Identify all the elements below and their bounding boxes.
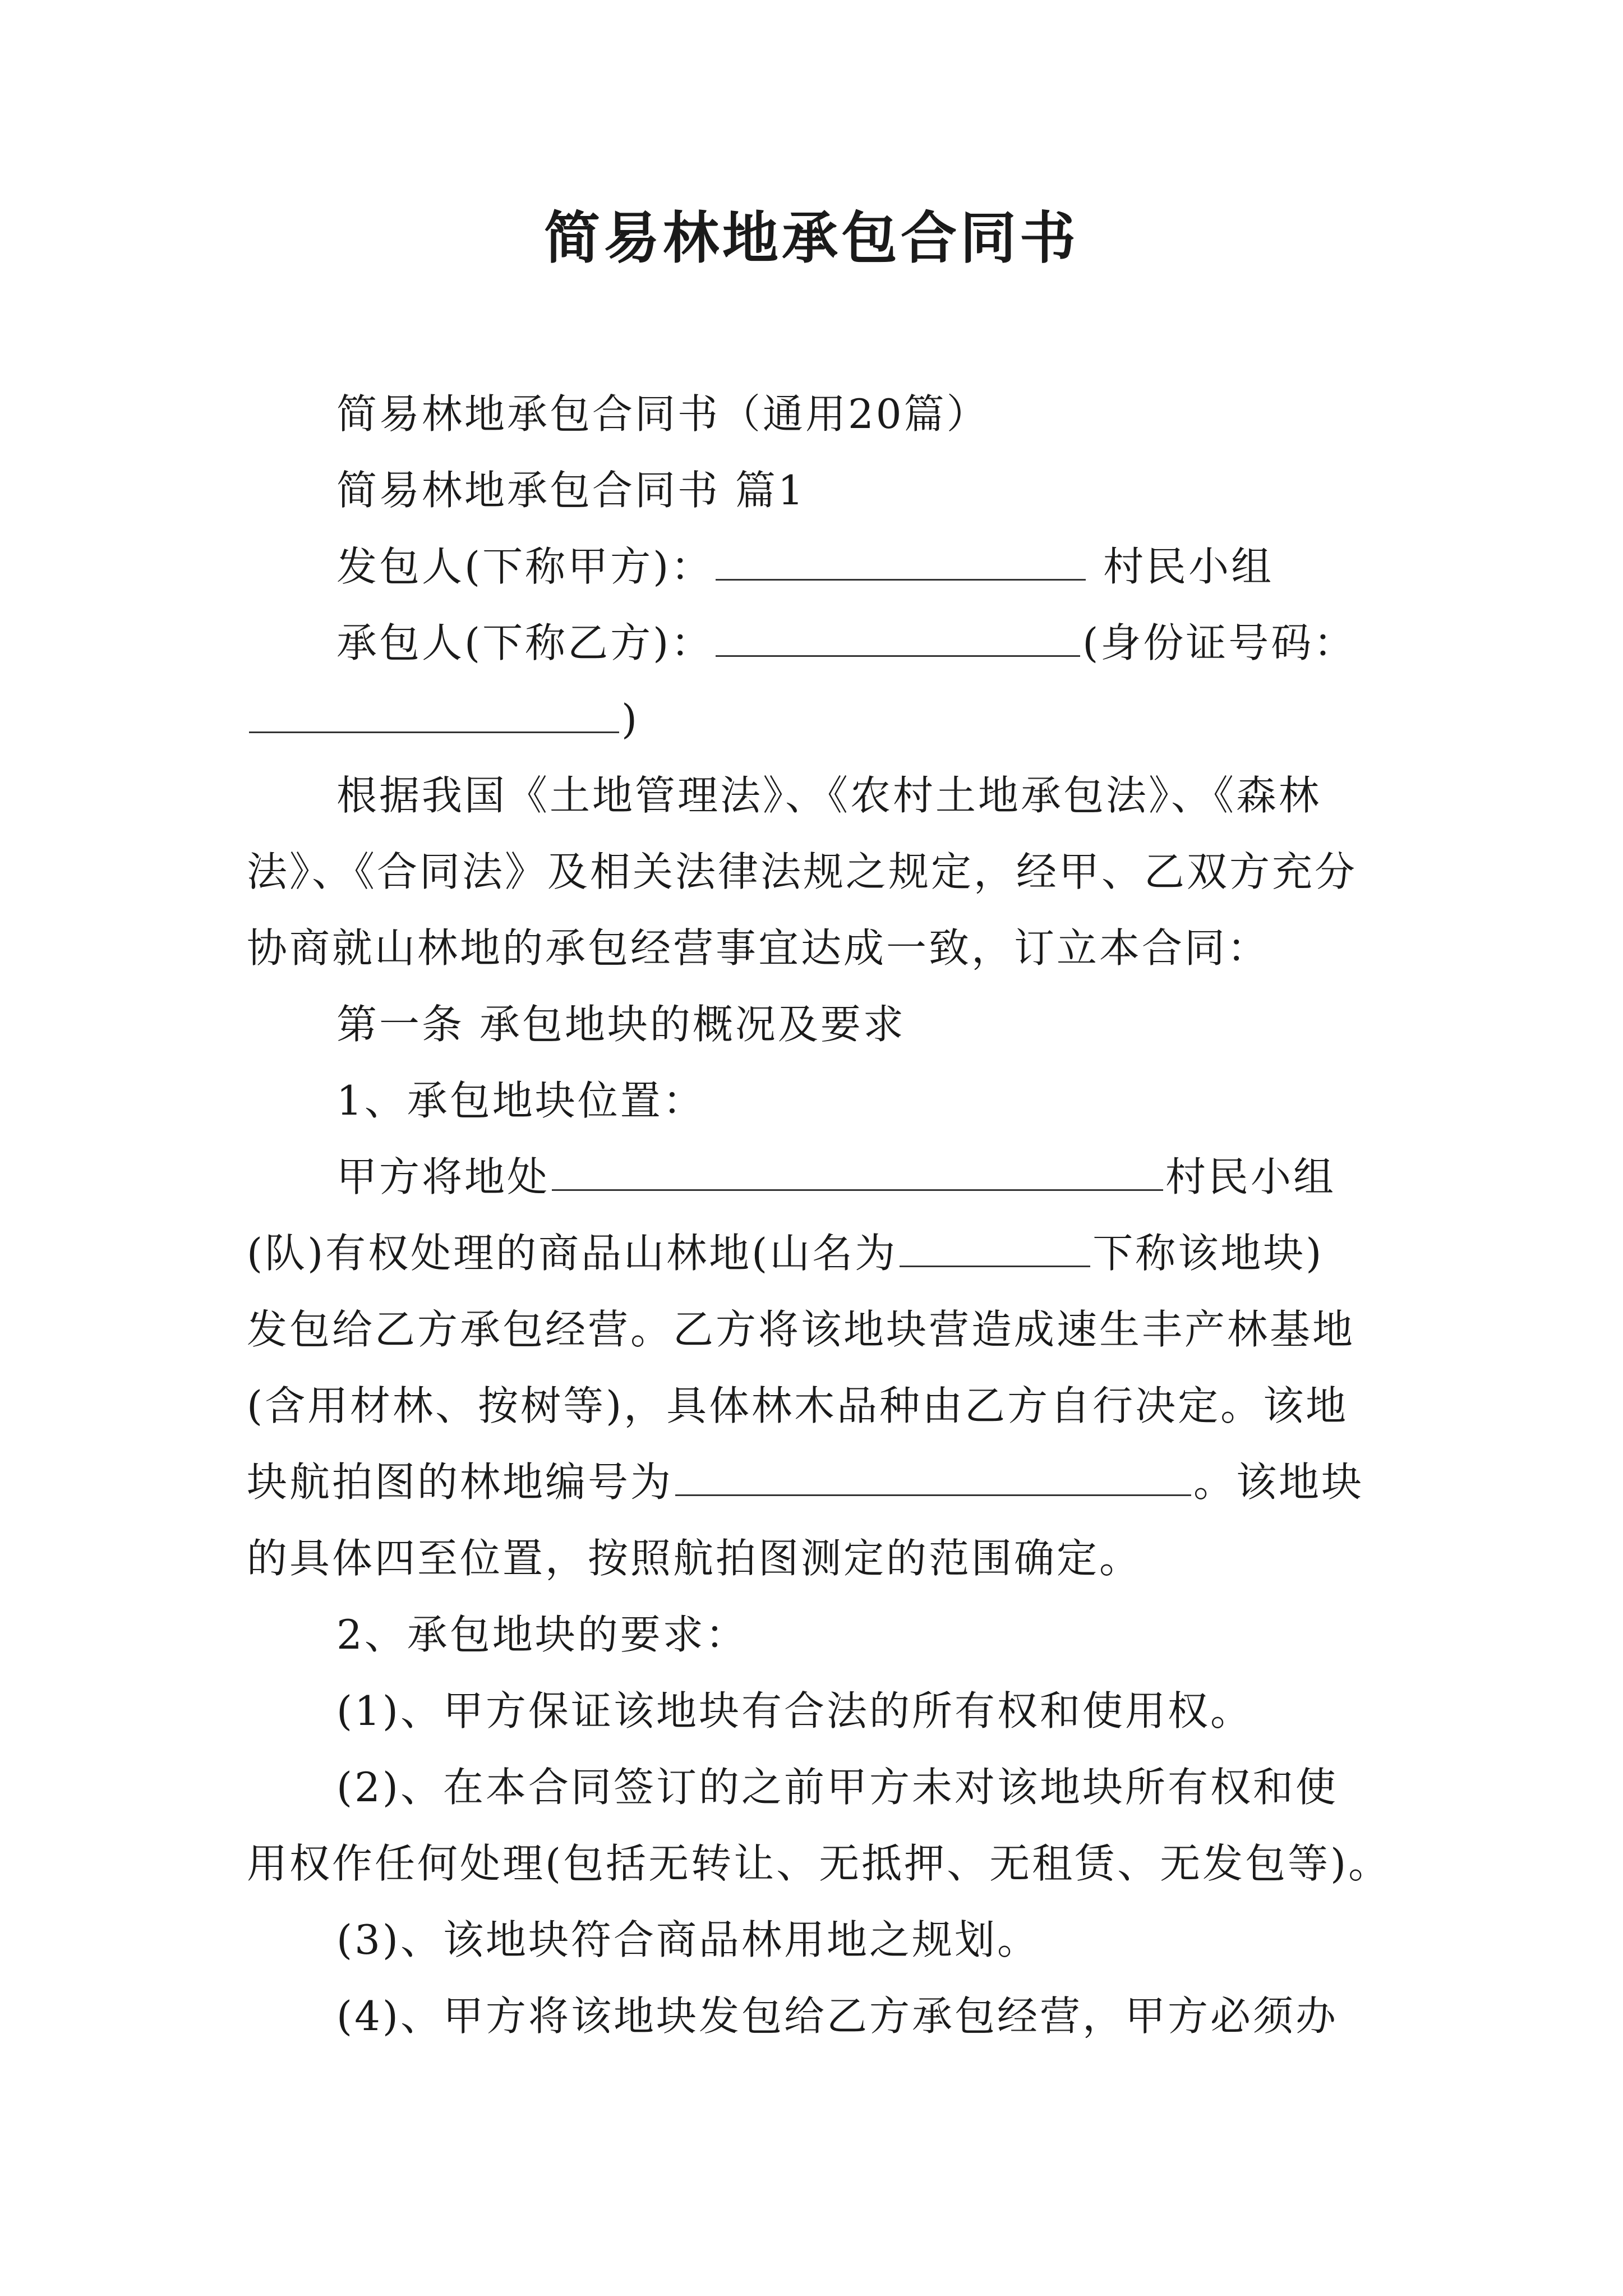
item1-heading: 1、承包地块位置： [336,1077,706,1124]
location-line-6: 的具体四至位置，按照航拍图测定的范围确定。 [247,1535,1142,1582]
location-line-3: 发包给乙方承包经营。乙方将该地块营造成速生丰产林基地 [247,1306,1355,1353]
location-part3: (队)有权处理的商品山林地(山名为 [247,1230,898,1277]
preamble-line-3: 协商就山林地的承包经营事宜达成一致，订立本合同： [247,924,1270,972]
document-title: 简易林地承包合同书 [544,205,1079,271]
preamble-line-2: 法》、《合同法》及相关法律法规之规定，经甲、乙双方充分 [247,848,1358,895]
location-line-4: (含用材林、按树等)，具体林木品种由乙方自行决定。该地 [247,1382,1349,1429]
party-a-blank [716,545,1086,581]
party-b-id-line [247,692,639,746]
location-line-5 [247,1455,1364,1509]
forest-number-blank [675,1461,1191,1496]
location-blank-1 [552,1156,1163,1191]
party-b-id-label: (身份证号码： [1082,619,1357,666]
location-part4: 下称该地块) [1092,1230,1324,1277]
party-a-suffix: 村民小组 [1103,543,1274,590]
location-part1: 甲方将地处 [336,1153,550,1200]
party-b-label: 承包人(下称乙方)： [336,619,714,666]
location-part2: 村民小组 [1165,1153,1336,1200]
requirement-1: (1)、甲方保证该地块有合法的所有权和使用权。 [336,1687,1253,1734]
section-heading: 简易林地承包合同书 篇1 [336,467,806,514]
requirement-3: (3)、该地块符合商品林用地之规划。 [336,1916,1040,1963]
item2-heading: 2、承包地块的要求： [336,1611,748,1658]
requirement-4: (4)、甲方将该地块发包给乙方承包经营，甲方必须办 [336,1993,1338,2040]
party-a-label: 发包人(下称甲方)： [336,543,714,590]
party-b-line [336,616,1356,670]
location-line-1 [336,1150,1336,1204]
party-b-id-blank [249,698,619,733]
requirement-2-line-1: (2)、在本合同签订的之前甲方未对该地块所有权和使 [336,1764,1338,1811]
party-b-blank [716,622,1080,657]
party-b-id-close: ) [621,696,640,743]
party-a-line [336,540,1274,593]
preamble-line-1: 根据我国《土地管理法》、《农村土地承包法》、《森林 [336,772,1322,819]
location-line-2 [247,1226,1324,1280]
mountain-name-blank [900,1232,1090,1267]
document-subtitle: 简易林地承包合同书（通用20篇） [336,390,989,438]
location-part8: 。该地块 [1193,1458,1364,1506]
article1-heading: 第一条 承包地块的概况及要求 [336,1001,906,1048]
location-part7: 块航拍图的林地编号为 [247,1458,674,1506]
requirement-2-line-2: 用权作任何处理(包括无转让、无抵押、无租赁、无发包等)。 [247,1840,1391,1887]
